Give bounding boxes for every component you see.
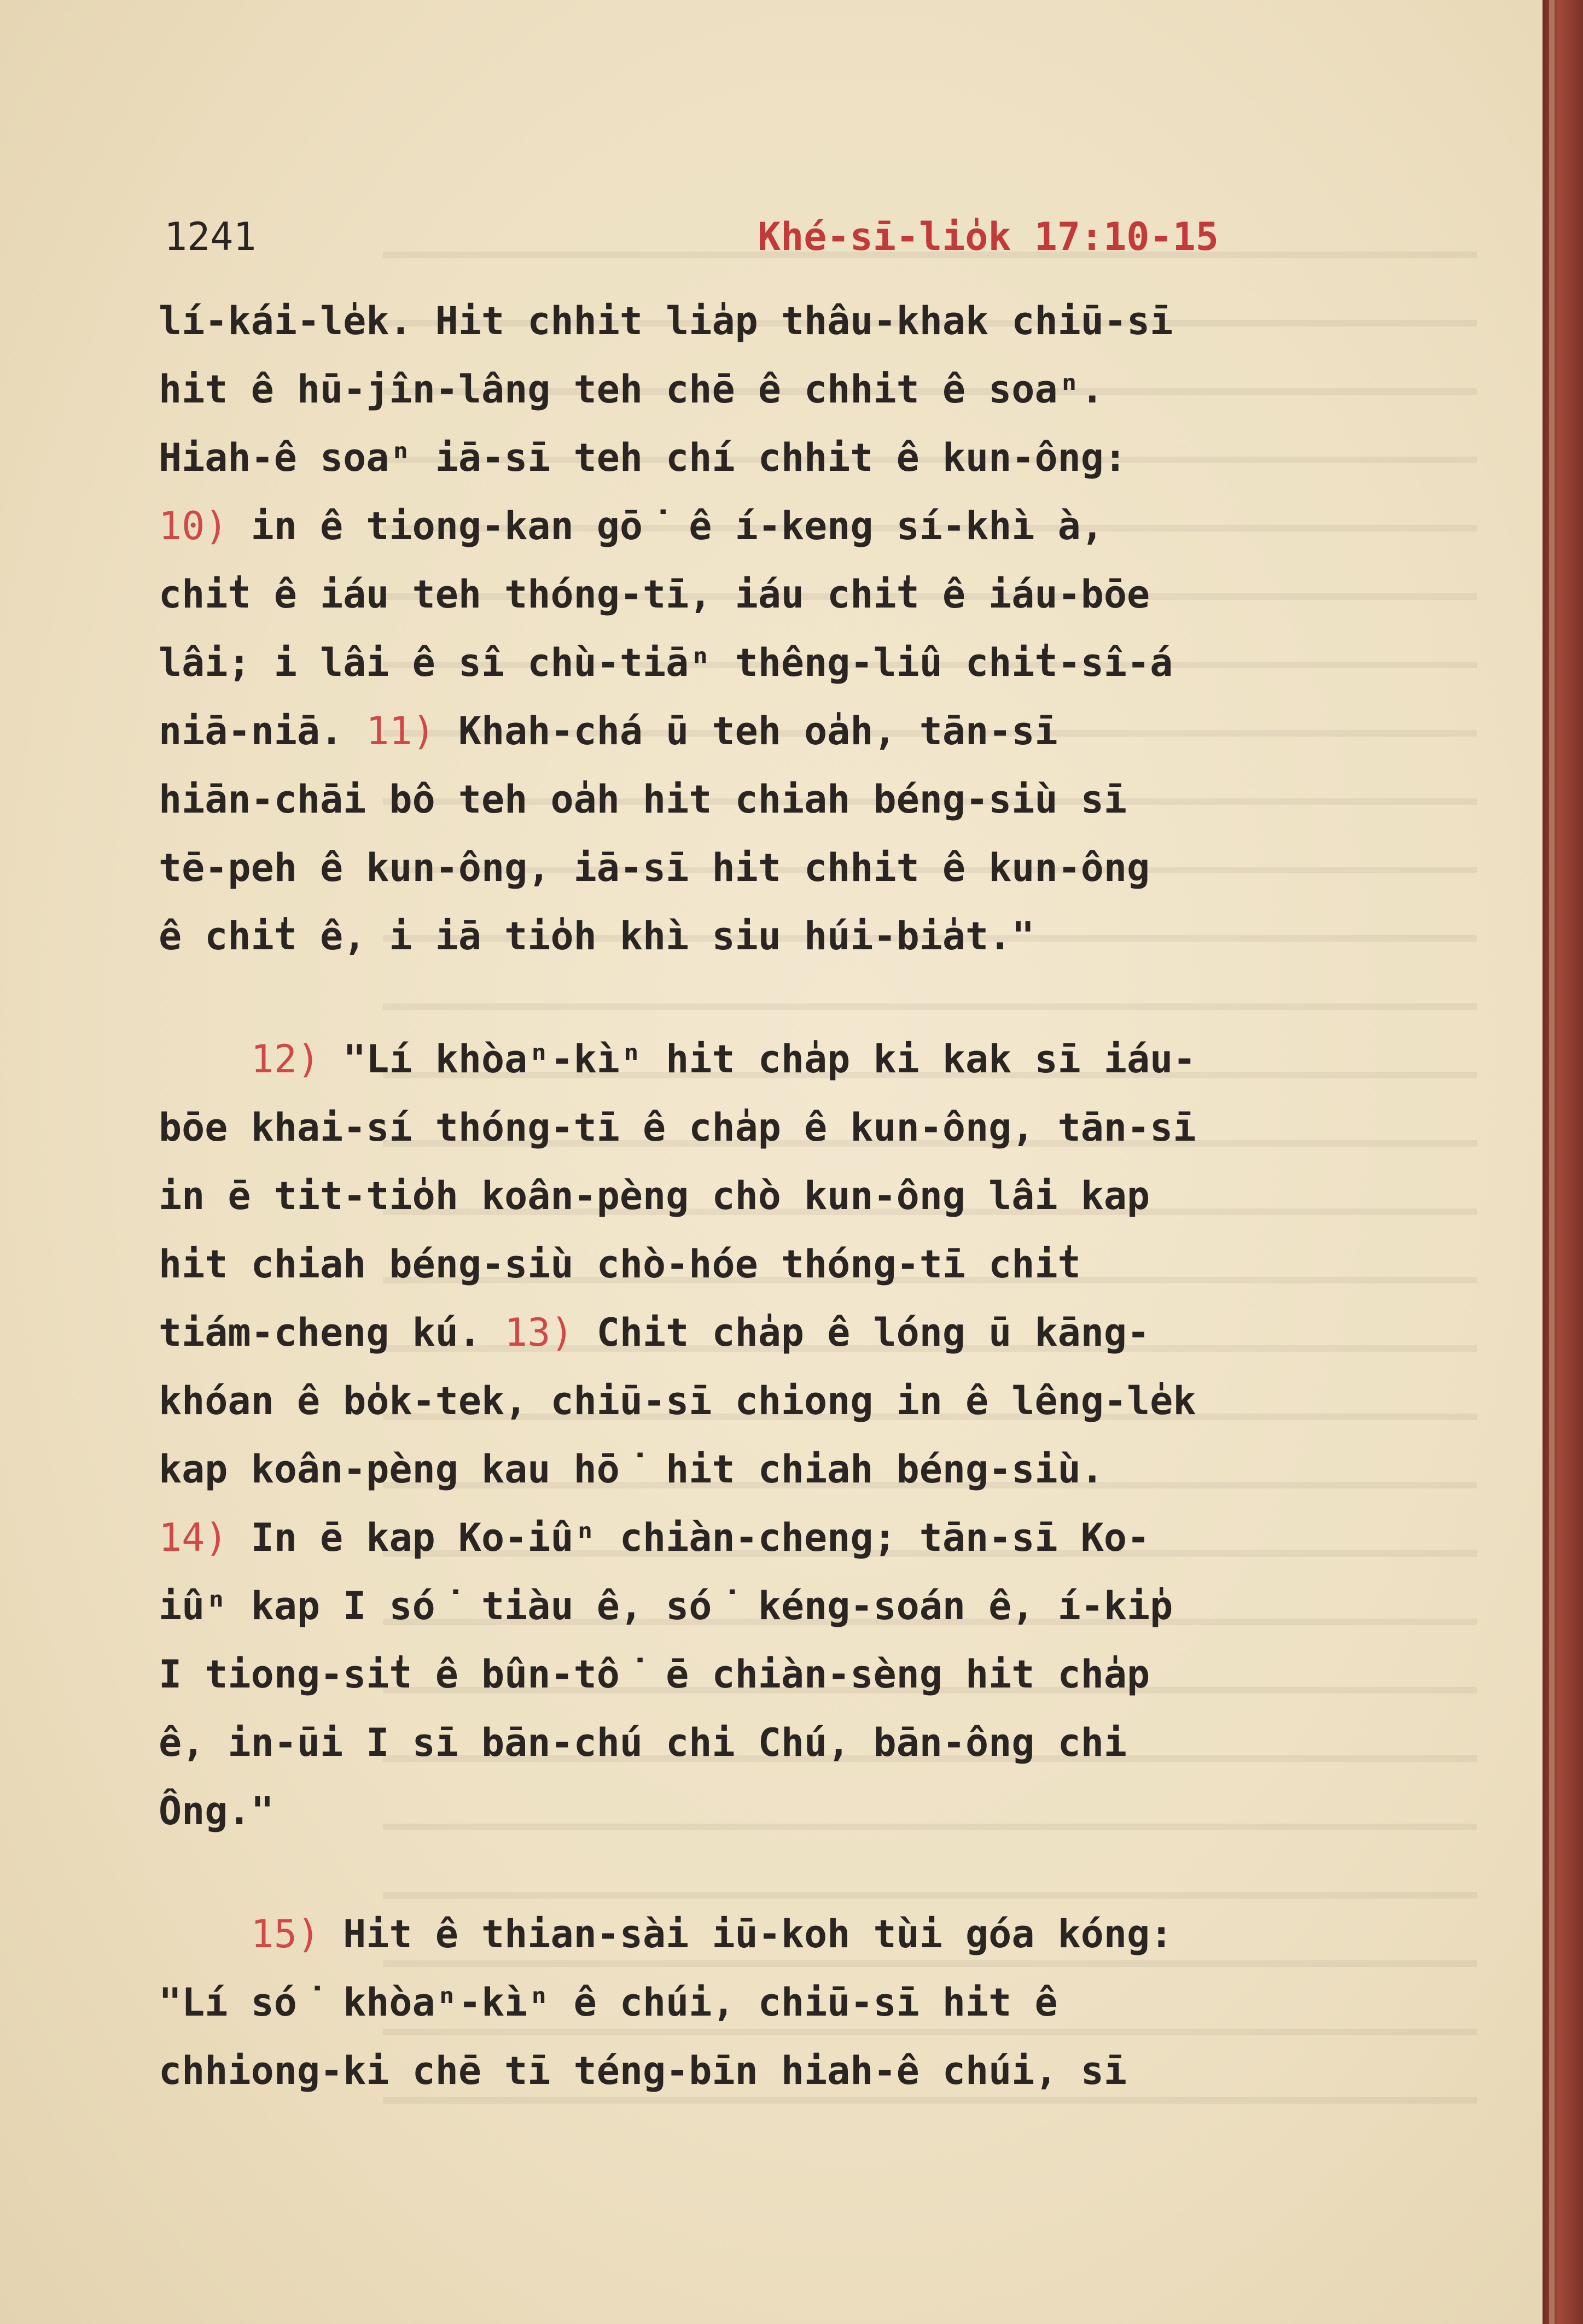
text-segment: hit chiah béng-siù chò-hóe thóng-tī chi̍t (159, 1242, 1081, 1287)
text-segment: ê chi̍t ê, i iā tio̍h khì siu húi-bia̍t." (159, 914, 1035, 959)
text-segment: "Lí khòaⁿ-kìⁿ hit cha̍p ki kak sī iáu- (320, 1037, 1196, 1082)
text-line (159, 355, 1428, 424)
text-segment: iûⁿ kap I só͘ tiàu ê, só͘ kéng-soán ê, í-ki̍p (159, 1584, 1173, 1628)
page-header (164, 207, 1324, 267)
text-line (159, 1025, 1428, 1094)
text-line (159, 1230, 1428, 1299)
text-segment: lâi; i lâi ê sî chù-tiāⁿ thêng-liû chi̍t-sî-á (159, 640, 1173, 685)
text-segment: Hit ê thian-sài iū-koh tùi góa kóng: (320, 1912, 1173, 1957)
text-segment: hiān-chāi bô teh oa̍h hit chiah béng-siù sī (159, 777, 1127, 822)
text-line (159, 287, 1428, 355)
running-head: Khé-sī-lio̍k 17:10-15 (758, 214, 1219, 259)
verse-number: 13) (504, 1310, 574, 1355)
page-number: 1241 (164, 214, 257, 259)
text-segment (159, 1912, 251, 1957)
text-line (159, 834, 1428, 902)
text-line (159, 629, 1428, 697)
text-line (159, 1162, 1428, 1230)
text-line (159, 492, 1428, 560)
text-segment: in ē tit-tio̍h koân-pèng chò kun-ông lâi kap (159, 1173, 1150, 1218)
text-segment: chhiong-ki chē tī téng-bīn hiah-ê chúi, sī (159, 2048, 1127, 2093)
text-segment: niā-niā. (159, 709, 366, 754)
paragraph-gap (159, 1846, 1428, 1900)
cover-edge-stripe (1549, 0, 1555, 2324)
verse-number: 10) (159, 504, 228, 548)
text-segment: tiám-cheng kú. (159, 1310, 505, 1355)
text-line (159, 1367, 1428, 1435)
text-segment: Hiah-ê soaⁿ iā-sī teh chí chhit ê kun-ông: (159, 435, 1127, 480)
text-line (159, 1777, 1428, 1846)
verse-number: 14) (159, 1515, 228, 1560)
text-line (159, 697, 1428, 766)
scripture-text (159, 287, 1428, 2105)
text-line (159, 1572, 1428, 1640)
text-segment: bōe khai-sí thóng-tī ê cha̍p ê kun-ông, tān-sī (159, 1105, 1196, 1150)
text-line (159, 560, 1428, 629)
text-line (159, 1504, 1428, 1572)
verse-number: 12) (251, 1037, 321, 1082)
text-segment: kap koân-pèng kau hō͘ hit chiah béng-siù. (159, 1447, 1104, 1492)
text-line (159, 1094, 1428, 1162)
text-segment: I tiong-si̍t ê bûn-tô͘ ē chiàn-sèng hit cha̍p (159, 1652, 1150, 1697)
text-segment: Ông." (159, 1789, 274, 1833)
text-line (159, 424, 1428, 492)
text-segment (159, 1037, 251, 1082)
text-line (159, 1969, 1428, 2037)
text-line (159, 1900, 1428, 1969)
text-segment: ê, in-ūi I sī bān-chú chi Chú, bān-ông chi (159, 1720, 1127, 1765)
text-segment: Khah-chá ū teh oa̍h, tān-sī (435, 709, 1058, 754)
paragraph-gap (159, 971, 1428, 1025)
text-line (159, 2037, 1428, 2105)
text-segment: khóan ê bo̍k-tek, chiū-sī chiong in ê lêng-le̍k (159, 1379, 1196, 1423)
text-line (159, 766, 1428, 834)
verse-number: 15) (251, 1912, 321, 1957)
text-line (159, 1435, 1428, 1504)
text-line (159, 1640, 1428, 1709)
verse-number: 11) (366, 709, 435, 754)
text-line (159, 1709, 1428, 1777)
text-segment: tē-peh ê kun-ông, iā-sī hit chhit ê kun-ông (159, 845, 1150, 890)
text-segment: in ê tiong-kan gō͘ ê í-keng sí-khì à, (228, 504, 1104, 548)
text-line (159, 902, 1428, 971)
text-segment: In ē kap Ko-iûⁿ chiàn-cheng; tān-sī Ko- (228, 1515, 1150, 1560)
text-segment: Chit cha̍p ê lóng ū kāng- (573, 1310, 1150, 1355)
text-segment: chi̍t ê iáu teh thóng-tī, iáu chi̍t ê iáu-bōe (159, 572, 1150, 617)
text-segment: "Lí só͘ khòaⁿ-kìⁿ ê chúi, chiū-sī hit ê (159, 1980, 1058, 2025)
text-line (159, 1299, 1428, 1367)
text-segment: hit ê hū-jîn-lâng teh chē ê chhit ê soaⁿ. (159, 367, 1104, 412)
text-segment: lí-kái-le̍k. Hit chhit lia̍p thâu-khak chiū-sī (159, 299, 1173, 343)
